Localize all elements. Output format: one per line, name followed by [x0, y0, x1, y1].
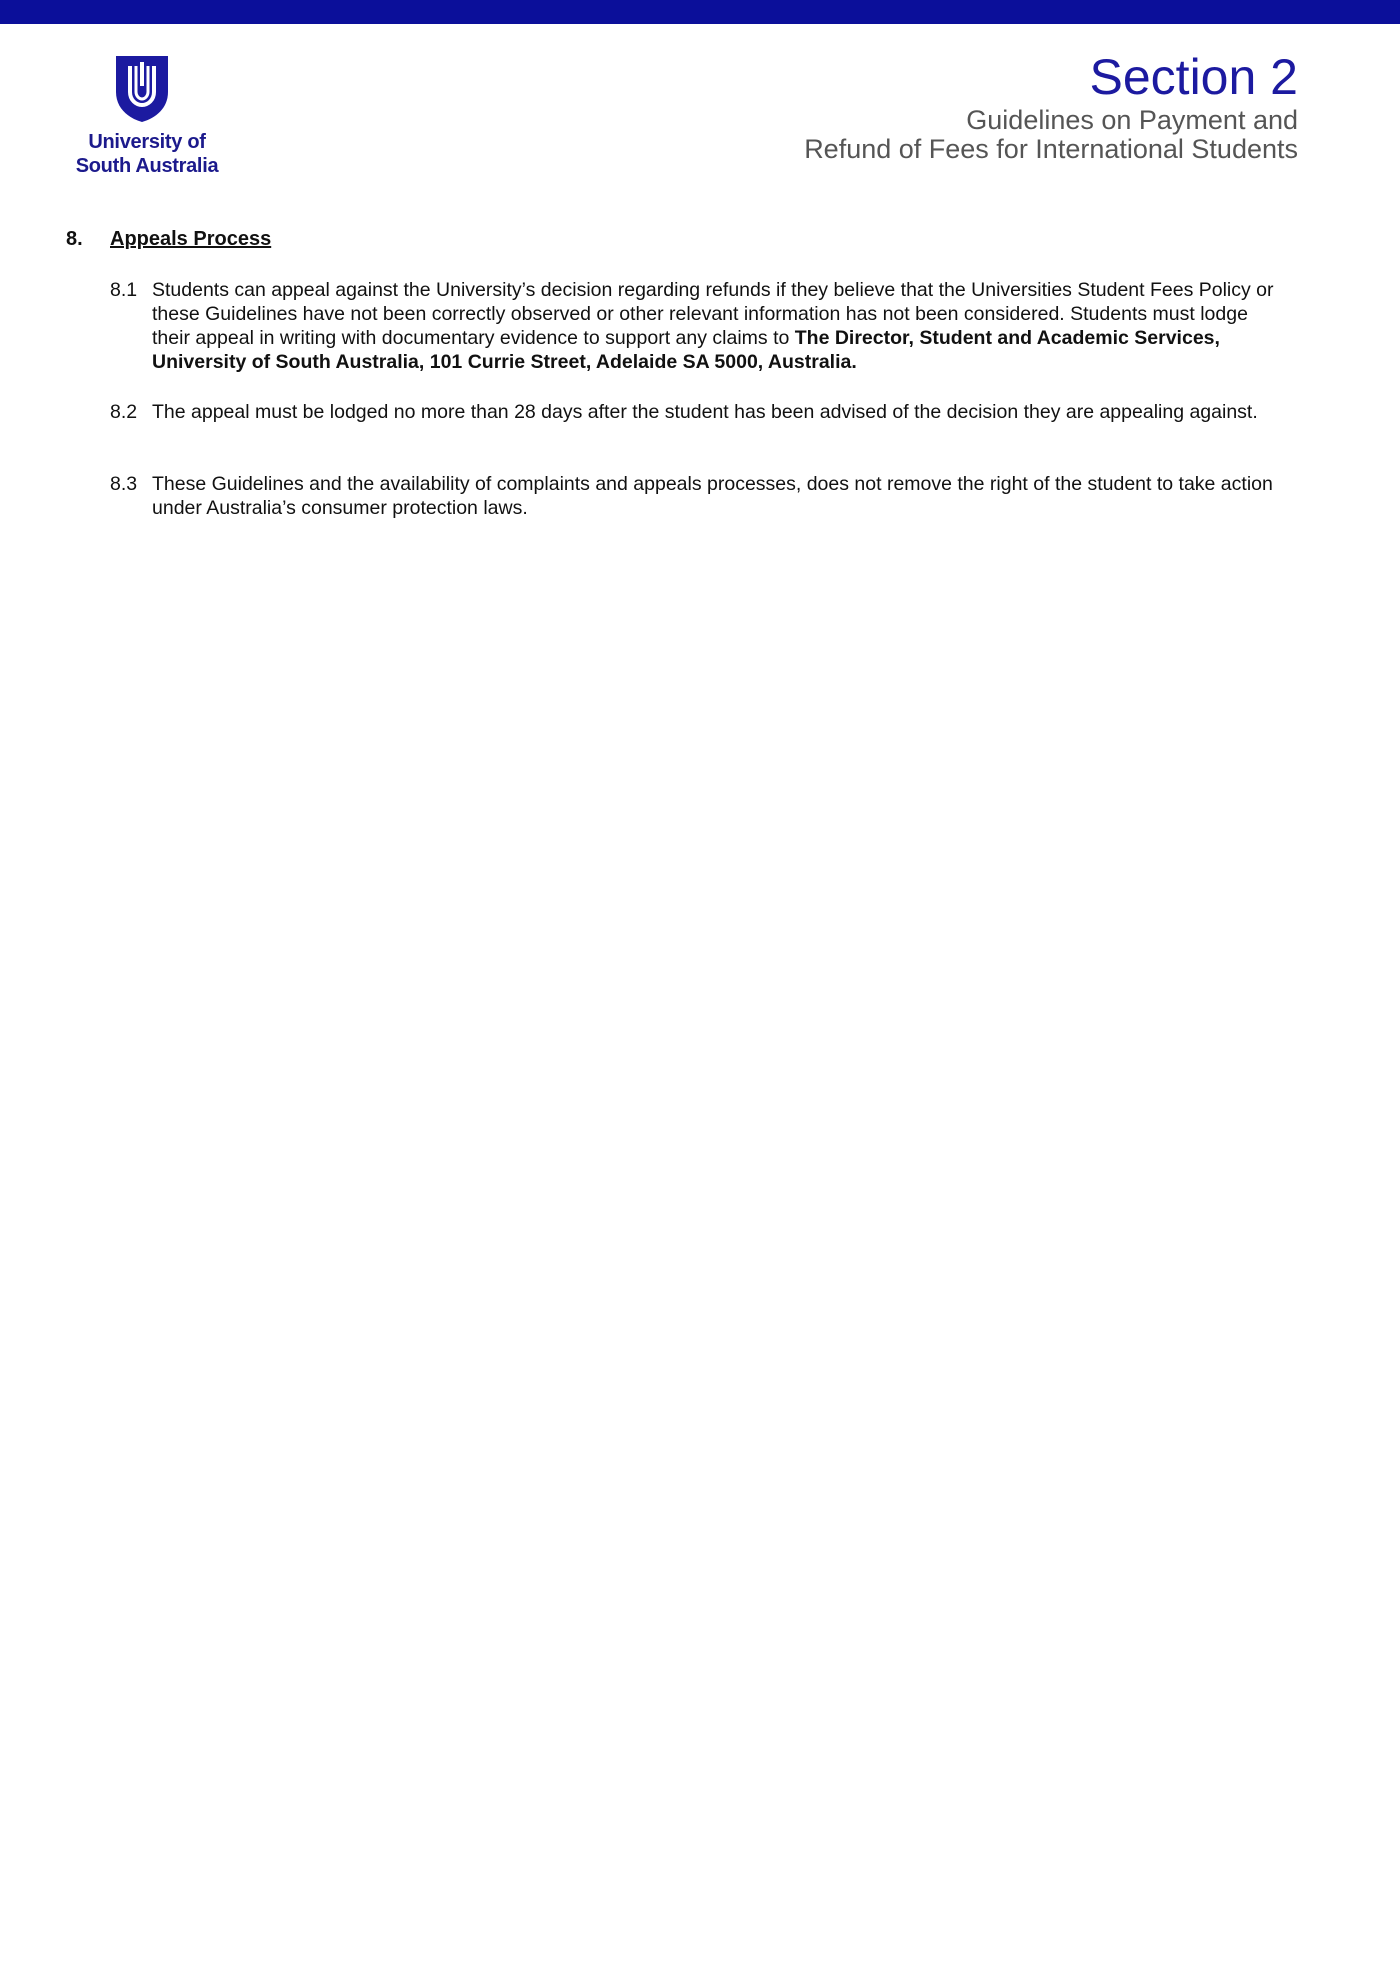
- subtitle-line-2: Refund of Fees for International Students: [804, 134, 1298, 164]
- logo-line-1: University of: [88, 131, 206, 153]
- university-logo: [62, 52, 232, 182]
- paragraph-8-2: [110, 400, 1290, 424]
- paragraph-8-3: [110, 472, 1290, 520]
- heading-title: Appeals Process: [110, 228, 272, 250]
- logo-line-2: South Australia: [75, 155, 219, 177]
- section-title: Section 2: [1089, 49, 1298, 105]
- paragraph-text: [152, 278, 1290, 374]
- paragraph-text: The appeal must be lodged no more than 28 days after the student has been advised of the decision they are appealing against.: [152, 401, 1258, 423]
- paragraph-number: 8.2: [110, 401, 138, 423]
- logo-text: [62, 130, 232, 178]
- section-heading: [66, 228, 271, 251]
- paragraph-body: Students can appeal against the University’s decision regarding refunds if they believe that the Universities Student Fees Policy or these Guidelines have not been correctly observed or other relevant information has not been considered. Students must lodge their appeal in writing with documentary evidence to support any claims to: [152, 279, 1274, 349]
- paragraph-bold-address: The Director, Student and Academic Services, University of South Australia, 101 Currie Street, Adelaide SA 5000, Australia.: [152, 327, 1220, 373]
- heading-number: 8.: [66, 228, 83, 250]
- top-bar: [0, 0, 1400, 24]
- paragraph-number: 8.1: [110, 279, 138, 301]
- subtitle-line-1: Guidelines on Payment and: [966, 105, 1298, 135]
- section-header: [804, 48, 1298, 164]
- unisa-logo-icon: [112, 52, 172, 124]
- paragraph-text: These Guidelines and the availability of complaints and appeals processes, does not remove the right of the student to take action under Australia’s consumer protection laws.: [152, 473, 1273, 519]
- paragraph-8-1: [110, 278, 1290, 374]
- paragraph-number: 8.3: [110, 473, 138, 495]
